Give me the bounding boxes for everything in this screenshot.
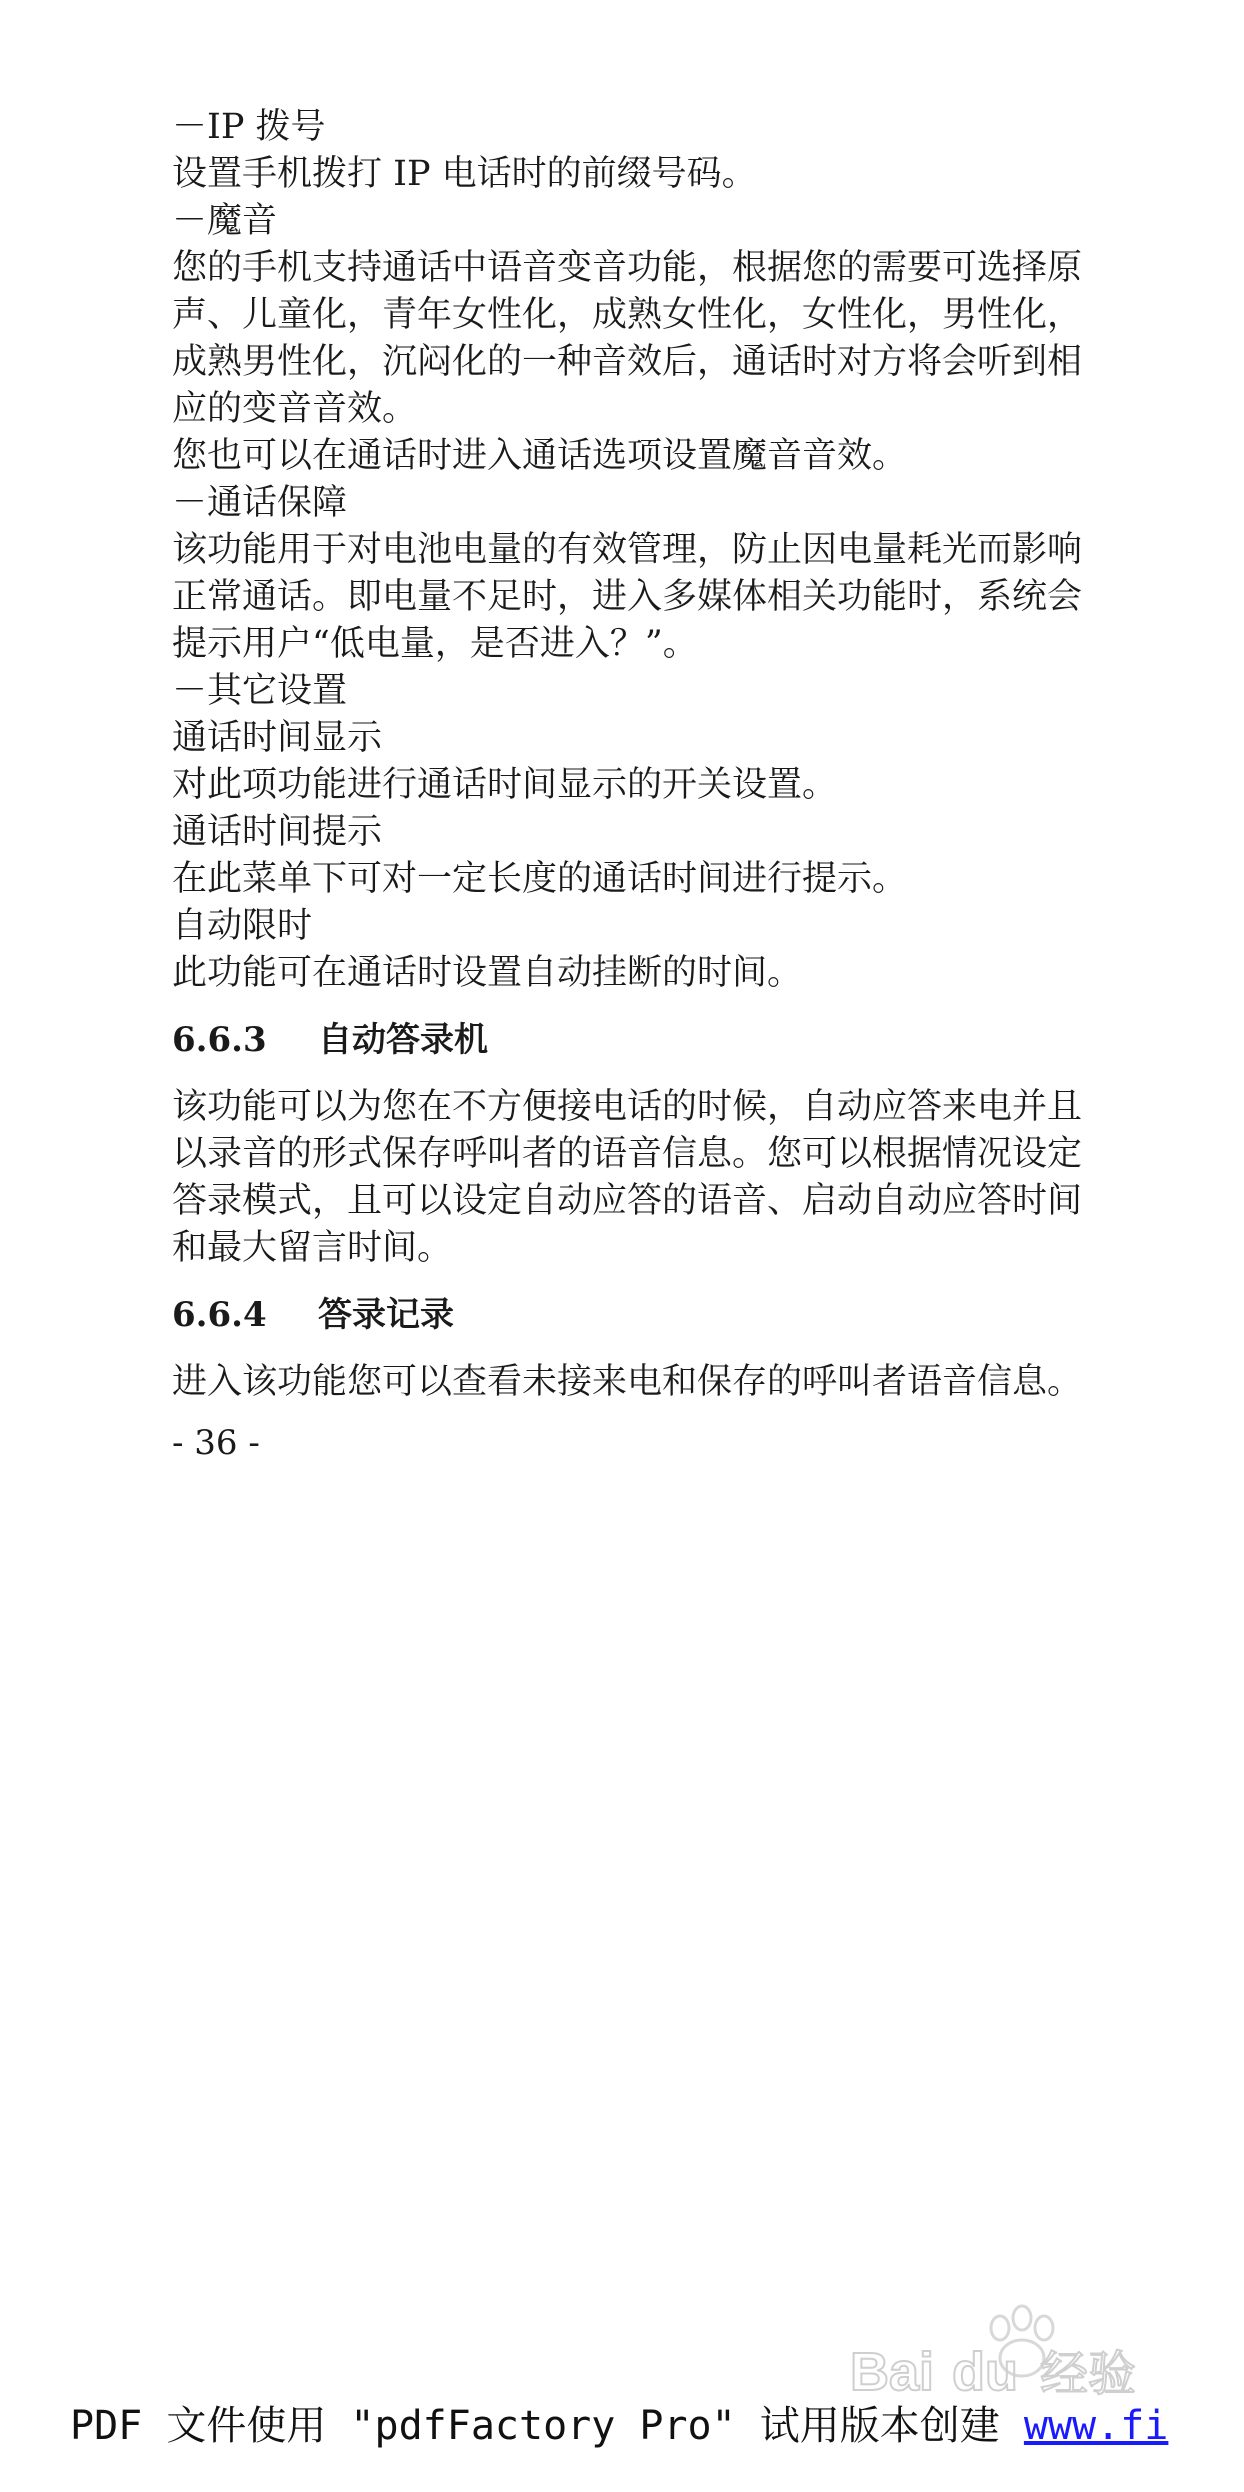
section-heading-6-6-4 [172, 1292, 1082, 1339]
section-number: 6.6.4 [172, 1295, 267, 1335]
call-time-display-description: 对此项功能进行通话时间显示的开关设置。 [172, 765, 838, 805]
section-heading-6-6-3 [172, 1017, 1082, 1064]
call-time-reminder-label: 通话时间提示 [172, 812, 383, 852]
call-time-display-label: 通话时间显示 [172, 718, 383, 758]
baidu-jingyan-watermark [840, 2300, 1180, 2410]
svg-text:du: du [952, 2342, 1018, 2402]
svg-text:Bai: Bai [850, 2342, 935, 2402]
page-number: - 36 - [172, 1423, 260, 1463]
ip-dial-description: 设置手机拨打 IP 电话时的前缀号码。 [172, 154, 757, 194]
section-title: 答录记录 [318, 1295, 454, 1335]
magic-voice-description: 您的手机支持通话中语音变音功能，根据您的需要可选择原声、儿童化，青年女性化，成熟女性化，女性化，男性化，成熟男性化，沉闷化的一种音效后，通话时对方将会听到相应的变音音效。 [172, 248, 1083, 429]
call-guarantee-heading: －通话保障 [172, 483, 348, 523]
magic-voice-note: 您也可以在通话时进入通话选项设置魔音音效。 [172, 436, 908, 476]
auto-answer-description: 该功能可以为您在不方便接电话的时候，自动应答来电并且以录音的形式保存呼叫者的语音信息。您可以根据情况设定答录模式，且可以设定自动应答的语音、启动自动应答时间和最大留言时间。 [172, 1087, 1083, 1268]
section-title: 自动答录机 [318, 1020, 488, 1060]
other-settings-heading: －其它设置 [172, 671, 348, 711]
magic-voice-heading: －魔音 [172, 201, 278, 241]
answer-records-description: 进入该功能您可以查看未接来电和保存的呼叫者语音信息。 [172, 1362, 1083, 1402]
footer-text: PDF 文件使用 "pdfFactory Pro" 试用版本创建 [70, 2403, 1024, 2449]
svg-text:经验: 经验 [1040, 2346, 1137, 2402]
pdf-creator-footer [70, 2398, 1168, 2454]
call-time-reminder-description: 在此菜单下可对一定长度的通话时间进行提示。 [172, 859, 908, 899]
call-guarantee-description: 该功能用于对电池电量的有效管理，防止因电量耗光而影响正常通话。即电量不足时，进入多媒体相关功能时，系统会提示用户“低电量，是否进入？”。 [172, 530, 1083, 664]
document-body [172, 104, 1082, 1467]
ip-dial-heading: －IP 拨号 [172, 107, 326, 147]
auto-limit-label: 自动限时 [172, 906, 313, 946]
footer-link[interactable]: www.fi [1023, 2403, 1169, 2449]
auto-limit-description: 此功能可在通话时设置自动挂断的时间。 [172, 953, 803, 993]
section-number: 6.6.3 [172, 1020, 267, 1060]
